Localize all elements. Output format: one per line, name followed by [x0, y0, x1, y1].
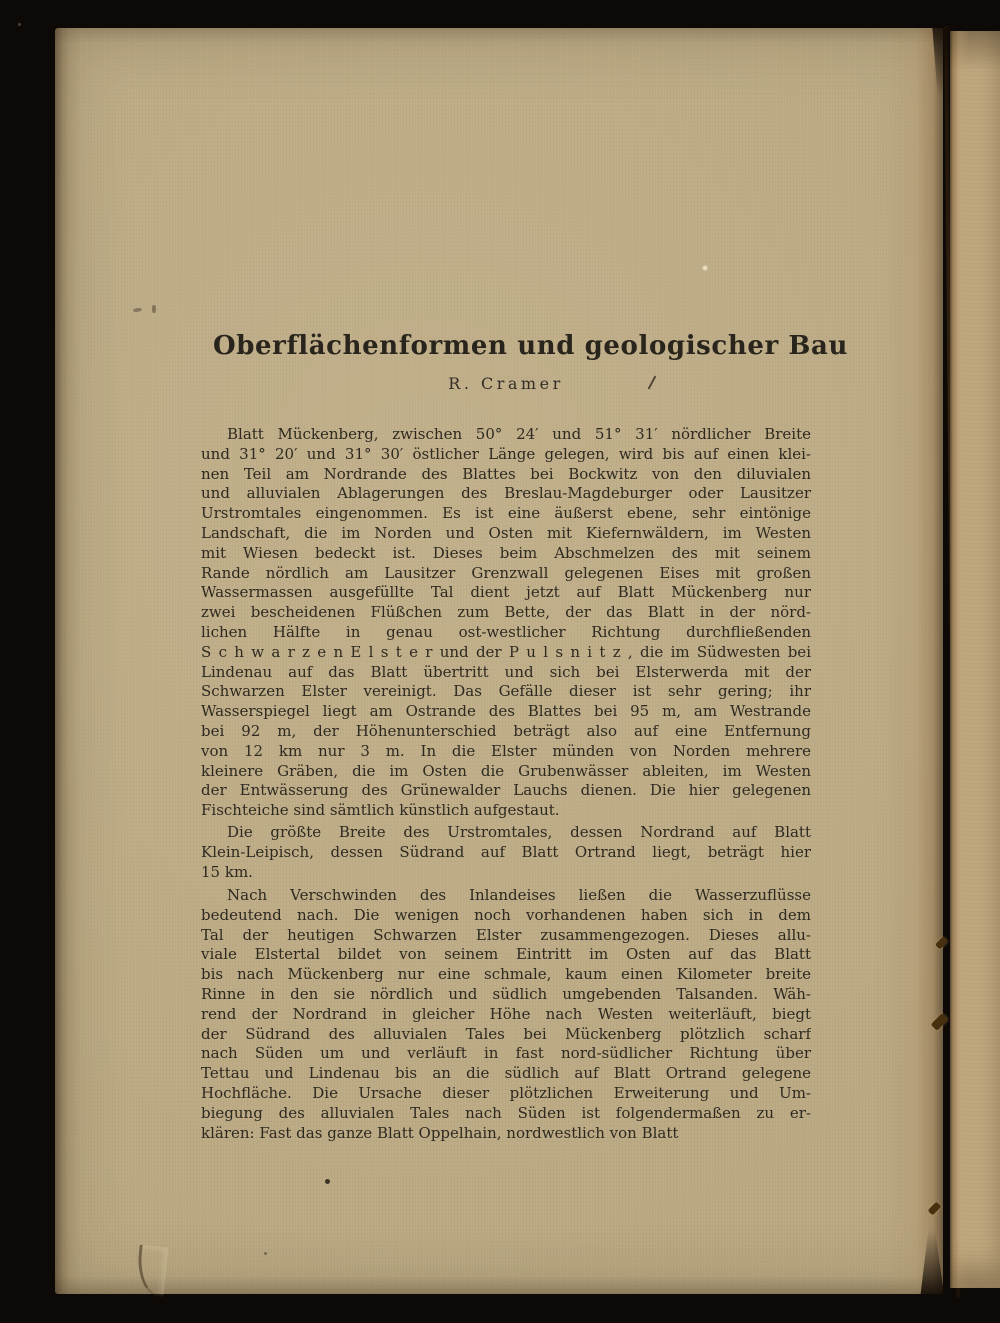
text-line: Rinne in den sie nördlich und südlich umgebenden Talsanden. Wäh-: [201, 984, 811, 1003]
text-line: rend der Nordrand in gleicher Höhe nach Westen weiterläuft, biegt: [201, 1004, 811, 1023]
paper-fleck: [703, 266, 707, 270]
text-line: der Südrand des alluvialen Tales bei Mückenberg plötzlich scharf: [201, 1024, 811, 1043]
ink-smudge: [152, 305, 156, 313]
text-line: Die größte Breite des Urstromtales, dessen Nordrand auf Blatt: [227, 823, 811, 841]
scan-dust-speck: [18, 23, 21, 26]
text-line: Fischteiche sind sämtlich künstlich aufgestaut.: [201, 801, 560, 820]
text-line: Klein-Leipisch, dessen Südrand auf Blatt Ortrand liegt, beträgt hier: [201, 842, 811, 861]
text-line: bis nach Mückenberg nur eine schmale, kaum einen Kilometer breite: [201, 965, 811, 984]
book-page: [55, 28, 943, 1294]
text-line: viale Elstertal bildet von seinem Eintritt im Osten auf das Blatt: [201, 945, 811, 964]
text-line: klären: Fast das ganze Blatt Oppelhain, nordwestlich von Blatt: [201, 1123, 679, 1142]
text-line: biegung des alluvialen Tales nach Süden ist folgendermaßen zu er-: [201, 1103, 811, 1122]
text-line: der Entwässerung des Grünewalder Lauchs dienen. Die hier gelegenen: [201, 781, 811, 800]
facing-page-sliver: [950, 31, 1000, 1288]
text-line: Hochfläche. Die Ursache dieser plötzlichen Erweiterung und Um-: [201, 1083, 811, 1102]
text-line: Nach Verschwinden des Inlandeises ließen die Wasserzuflüsse: [227, 886, 811, 904]
text-line: Urstromtales eingenommen. Es ist eine äußerst ebene, sehr eintönige: [201, 504, 811, 523]
text-line: und alluvialen Ablagerungen des Breslau-Magdeburger oder Lausitzer: [201, 484, 811, 503]
text-line: Schwarzen Elster vereinigt. Das Gefälle dieser ist sehr gering; ihr: [201, 682, 811, 701]
text-line: von 12 km nur 3 m. In die Elster münden von Norden mehrere: [201, 741, 811, 760]
text-line: kleinere Gräben, die im Osten die Grubenwässer ableiten, im Westen: [201, 761, 811, 780]
ink-smudge: [133, 307, 142, 312]
text-line: mit Wiesen bedeckt ist. Dieses beim Abschmelzen des mit seinem: [201, 543, 811, 562]
page-corner-curl: [134, 1245, 168, 1298]
text-line: 15 km.: [201, 862, 253, 881]
text-line: Landschaft, die im Norden und Osten mit Kiefernwäldern, im Westen: [201, 523, 811, 542]
paragraph: [201, 886, 811, 1143]
text-line: bedeutend nach. Die wenigen noch vorhandenen haben sich in dem: [201, 905, 811, 924]
text-line: und 31° 20′ und 31° 30′ östlicher Länge gelegen, wird bis auf einen klei-: [201, 444, 811, 463]
text-line: Tal der heutigen Schwarzen Elster zusammengezogen. Dieses allu-: [201, 925, 811, 944]
paragraph: [201, 425, 811, 821]
text-line: bei 92 m, der Höhenunterschied beträgt also auf eine Entfernung: [201, 721, 811, 740]
text-line: nen Teil am Nordrande des Blattes bei Bockwitz von den diluvialen: [201, 464, 811, 483]
text-line: lichen Hälfte in genau ost-westlicher Richtung durchfließenden: [201, 622, 811, 641]
paragraph: [201, 823, 811, 882]
text-line: Wasserspiegel liegt am Ostrande des Blattes bei 95 m, am Westrande: [201, 702, 811, 721]
text-line: Wassermassen ausgefüllte Tal dient jetzt auf Blatt Mückenberg nur: [201, 583, 811, 602]
text-line: Rande nördlich am Lausitzer Grenzwall gelegenen Eises mit großen: [201, 563, 811, 582]
ink-speck: [264, 1252, 267, 1255]
text-line: S c h w a r z e n E l s t e r und der P u l s n i t z , die im Südwesten bei: [201, 642, 811, 661]
text-line: nach Süden um und verläuft in fast nord-südlicher Richtung über: [201, 1044, 811, 1063]
text-line: zwei bescheidenen Flüßchen zum Bette, der das Blatt in der nörd-: [201, 603, 811, 622]
author-byline: R. Cramer: [448, 374, 564, 393]
ink-speck: [325, 1179, 330, 1184]
text-line: Tettau und Lindenau bis an die südlich auf Blatt Ortrand gelegene: [201, 1064, 811, 1083]
text-line: Blatt Mückenberg, zwischen 50° 24′ und 51° 31′ nördlicher Breite: [227, 425, 811, 443]
page-title: Oberflächenformen und geologischer Bau: [213, 331, 848, 361]
text-line: Lindenau auf das Blatt übertritt und sich bei Elsterwerda mit der: [201, 662, 811, 681]
